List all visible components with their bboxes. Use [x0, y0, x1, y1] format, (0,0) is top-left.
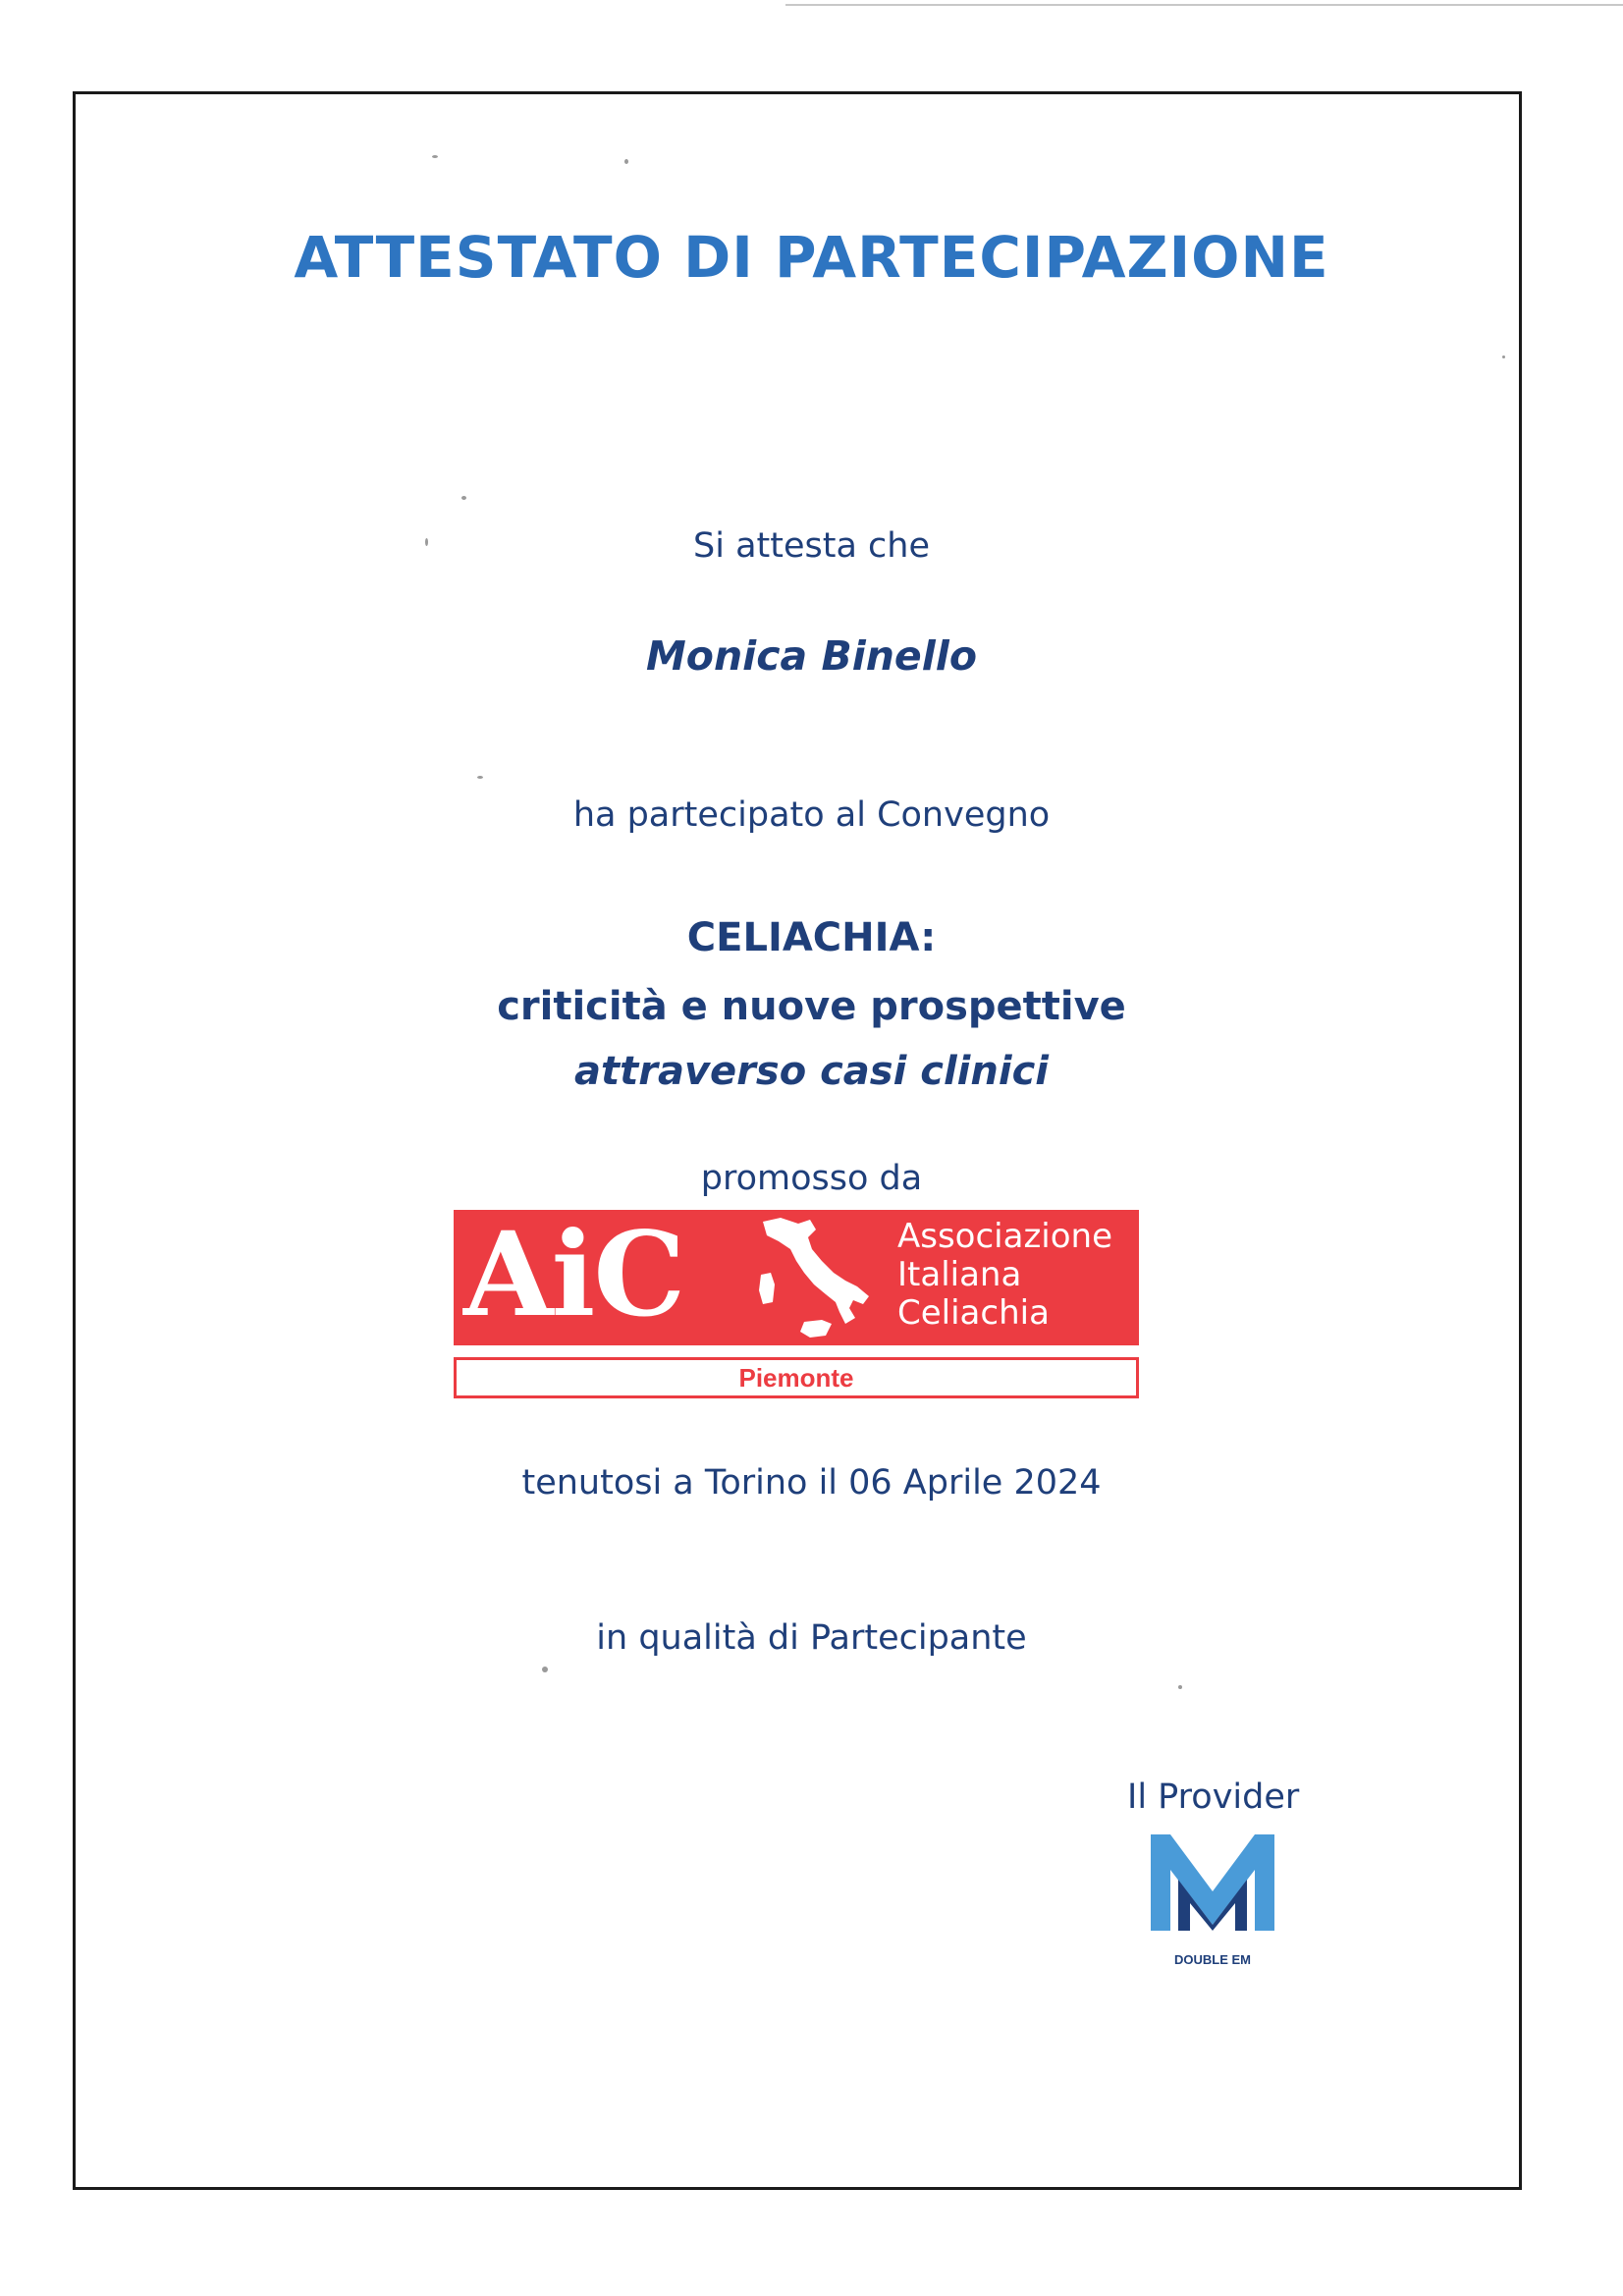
certificate-title: ATTESTATO DI PARTECIPAZIONE — [294, 224, 1329, 291]
convention-subtitle: criticità e nuove prospettive — [497, 984, 1126, 1029]
scan-speck — [1178, 1685, 1182, 1689]
provider-logo-text: DOUBLE EM — [1174, 1952, 1251, 1967]
scan-speck — [477, 776, 483, 779]
event-details: tenutosi a Torino il 06 Aprile 2024 — [521, 1463, 1102, 1503]
participant-name: Monica Binello — [645, 632, 978, 680]
certificate-border — [73, 91, 1522, 2190]
scan-speck — [461, 496, 466, 500]
scan-edge-line — [785, 4, 1623, 6]
provider-label: Il Provider — [1127, 1777, 1300, 1817]
scan-speck — [542, 1667, 548, 1672]
aic-region: Piemonte — [454, 1357, 1139, 1398]
aic-logo-letters: AiC — [463, 1206, 684, 1342]
attest-intro: Si attesta che — [693, 526, 930, 566]
scan-speck — [624, 159, 628, 164]
aic-name-line2: Italiana — [897, 1255, 1022, 1294]
scan-speck — [1502, 355, 1505, 358]
double-em-logo-icon — [1151, 1834, 1274, 1931]
aic-name-line3: Celiachia — [897, 1293, 1050, 1333]
role-line: in qualità di Partecipante — [596, 1618, 1027, 1658]
promoted-by: promosso da — [700, 1159, 923, 1198]
scan-speck — [432, 155, 438, 158]
convention-title: CELIACHIA: — [686, 915, 937, 960]
convention-subtitle-italic: attraverso casi clinici — [574, 1049, 1049, 1094]
participation-line: ha partecipato al Convegno — [572, 795, 1051, 835]
aic-name-line1: Associazione — [897, 1217, 1113, 1256]
italy-map-icon — [751, 1214, 879, 1343]
